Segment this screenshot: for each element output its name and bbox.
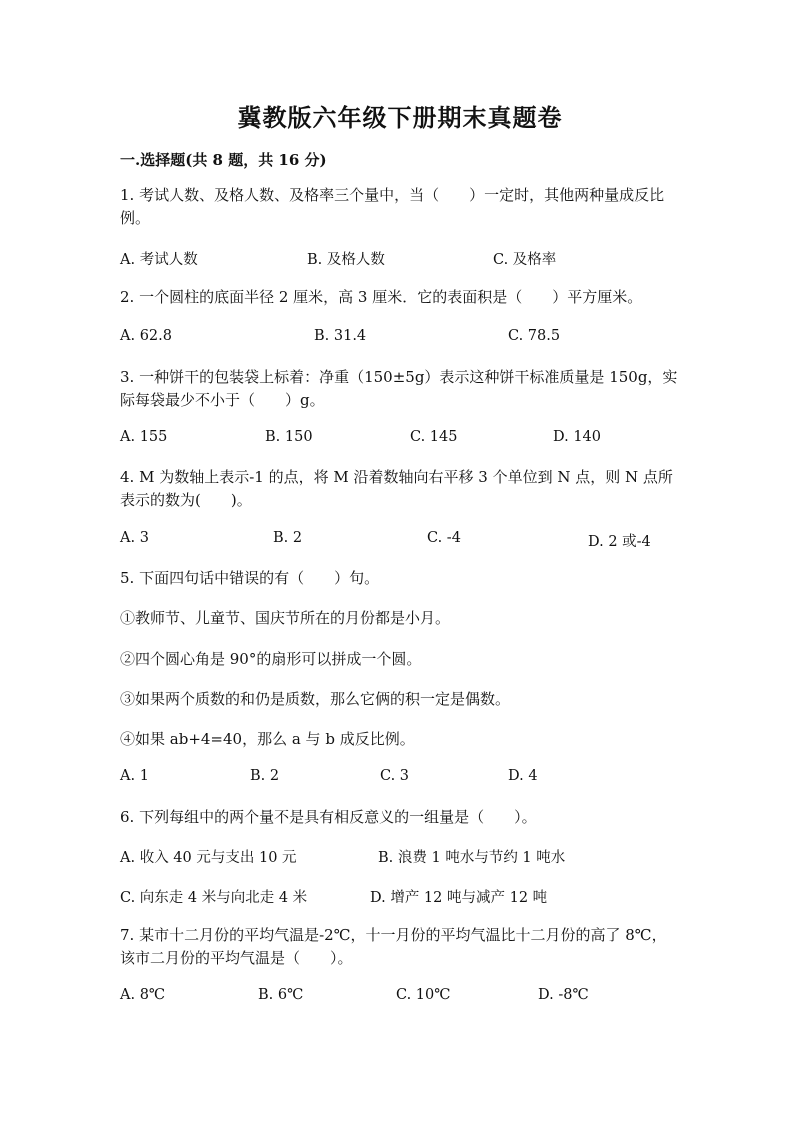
q6-option-c[interactable]: C. 向东走 4 米与向北走 4 米 xyxy=(120,890,308,906)
q6-option-d[interactable]: D. 增产 12 吨与减产 12 吨 xyxy=(370,890,548,906)
q5-option-b[interactable]: B. 2 xyxy=(250,768,280,784)
q7-option-d[interactable]: D. -8℃ xyxy=(538,987,589,1003)
page-title: 冀教版六年级下册期末真题卷 xyxy=(237,103,563,132)
q3-option-c[interactable]: C. 145 xyxy=(410,429,458,445)
q3-option-d[interactable]: D. 140 xyxy=(553,429,602,445)
q6-option-b[interactable]: B. 浪费 1 吨水与节约 1 吨水 xyxy=(378,850,566,866)
q5-statement-2: ②四个圆心角是 90°的扇形可以拼成一个圆。 xyxy=(120,650,422,668)
q2-option-b[interactable]: B. 31.4 xyxy=(314,328,367,344)
q1-option-c[interactable]: C. 及格率 xyxy=(493,252,557,268)
question-1: 1. 考试人数、及格人数、及格率三个量中，当（ ）一定时，其他两种量成反比例。 xyxy=(120,186,665,227)
question-4: 4. M 为数轴上表示-1 的点，将 M 沿着数轴向右平移 3 个单位到 N 点，则 N 点所表示的数为( )。 xyxy=(120,468,673,509)
q5-statement-3: ③如果两个质数的和仍是质数，那么它俩的积一定是偶数。 xyxy=(120,690,511,708)
q4-option-b[interactable]: B. 2 xyxy=(273,530,303,546)
q4-option-c[interactable]: C. -4 xyxy=(427,530,461,546)
q4-option-d[interactable]: D. 2 或-4 xyxy=(588,534,651,550)
q6-option-a[interactable]: A. 收入 40 元与支出 10 元 xyxy=(120,850,297,866)
q3-option-b[interactable]: B. 150 xyxy=(265,429,313,445)
question-2: 2. 一个圆柱的底面半径 2 厘米，高 3 厘米．它的表面积是（ ）平方厘米。 xyxy=(120,288,643,306)
q5-statement-1: ①教师节、儿童节、国庆节所在的月份都是小月。 xyxy=(120,609,451,627)
q2-option-a[interactable]: A. 62.8 xyxy=(120,328,172,344)
q5-statement-4: ④如果 ab+4=40，那么 a 与 b 成反比例。 xyxy=(120,730,415,748)
q2-option-c[interactable]: C. 78.5 xyxy=(508,328,561,344)
q1-option-b[interactable]: B. 及格人数 xyxy=(307,252,385,268)
q4-option-a[interactable]: A. 3 xyxy=(120,530,149,546)
question-5: 5. 下面四句话中错误的有（ ）句。 xyxy=(120,569,380,587)
q1-option-a[interactable]: A. 考试人数 xyxy=(120,252,198,268)
question-3: 3. 一种饼干的包装袋上标着：净重（150±5g）表示这种饼干标准质量是 150g，实际每袋最少不小于（ ）g。 xyxy=(120,368,678,409)
q5-option-a[interactable]: A. 1 xyxy=(120,768,149,784)
q5-option-d[interactable]: D. 4 xyxy=(508,768,538,784)
q5-option-c[interactable]: C. 3 xyxy=(380,768,410,784)
q3-option-a[interactable]: A. 155 xyxy=(120,429,168,445)
q7-option-a[interactable]: A. 8℃ xyxy=(120,987,166,1003)
question-7: 7. 某市十二月份的平均气温是-2℃，十一月份的平均气温比十二月份的高了 8℃，该市二月份的平均气温是（ ）。 xyxy=(120,926,667,967)
q7-option-b[interactable]: B. 6℃ xyxy=(258,987,304,1003)
section-heading: 一.选择题(共 8 题，共 16 分) xyxy=(120,151,327,169)
q7-option-c[interactable]: C. 10℃ xyxy=(396,987,451,1003)
question-6: 6. 下列每组中的两个量不是具有相反意义的一组量是（ ）。 xyxy=(120,808,537,826)
